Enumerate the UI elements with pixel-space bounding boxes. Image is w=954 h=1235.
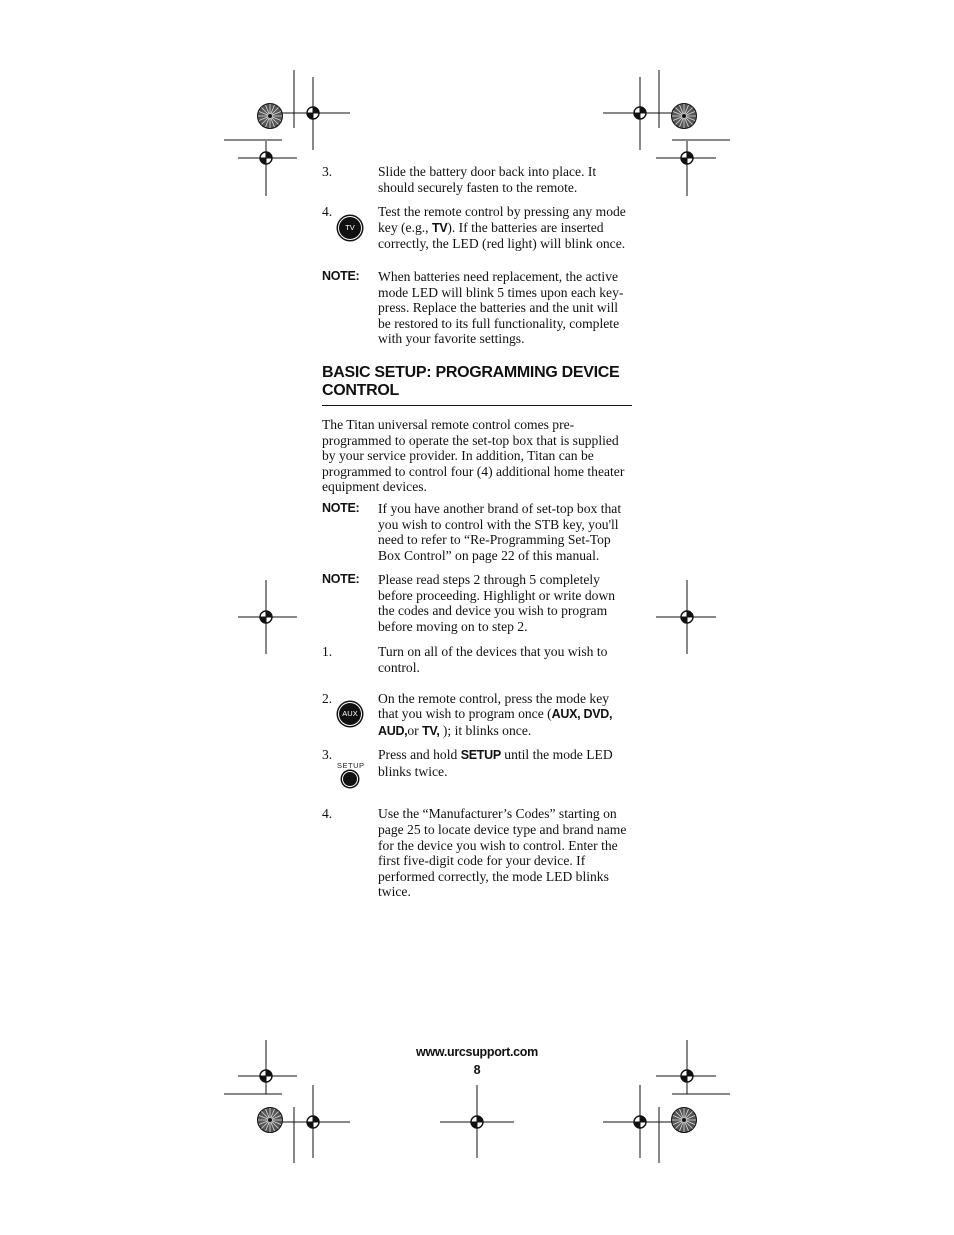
step-text	[378, 691, 632, 740]
tv-key-icon: TV	[338, 216, 362, 240]
step-number	[322, 747, 378, 794]
setup-step-2	[322, 691, 632, 740]
step-number: 1.	[322, 643, 333, 659]
step-number	[322, 204, 378, 252]
step-text	[378, 747, 632, 794]
setup-key-name: SETUP	[460, 748, 501, 763]
step-text-mid: or	[407, 722, 423, 738]
setup-step-1	[322, 644, 632, 677]
note-label: NOTE:	[322, 500, 360, 515]
setup-step-4	[322, 806, 632, 900]
step-text-pre: Test the remote control by pressing any mode key (e.g.,	[378, 204, 626, 235]
note-label: NOTE:	[322, 268, 360, 283]
support-url: www.urcsupport.com	[416, 1045, 538, 1059]
mode-keys-list: AUX, DVD, AUD,	[378, 707, 613, 738]
step-text-post: until the mode LED blinks twice.	[378, 747, 613, 780]
step-text-post: ). If the batteries are inserted correctly, the LED (red light) will blink once.	[378, 219, 626, 252]
note-label: NOTE:	[322, 572, 360, 587]
intro-paragraph: The Titan universal remote control comes pre-programmed to operate the set-top box that is supplied by your service provider. In addition, Titan can be programmed to control four (4) additional home theater equipment devices.	[322, 416, 625, 495]
step-4-test-remote	[322, 204, 632, 252]
note-read-steps	[322, 572, 632, 634]
step-number: 3.	[322, 164, 333, 179]
setup-key-label: SETUP	[337, 761, 365, 771]
step-text: Turn on all of the devices that you wish to control.	[378, 643, 608, 676]
step-text: Use the “Manufacturer’s Codes” starting on page 25 to locate device type and brand name for the device you wish to control. Enter the first five-digit code for your device. If performed correctly, the mode LED blinks twice.	[378, 806, 627, 900]
step-number	[322, 691, 378, 740]
note-text: If you have another brand of set-top box that you wish to control with the STB key, you'll need to refer to “Re-Programming Set-Top Box Control” on page 22 of this manual.	[378, 500, 622, 563]
step-text-pre: On the remote control, press the mode key that you wish to program once (	[378, 690, 610, 722]
page-content	[322, 164, 632, 909]
step-text	[378, 204, 632, 252]
tv-key-name: TV	[431, 220, 448, 235]
note-text: Please read steps 2 through 5 completely before proceeding. Highlight or write down the codes and device you wish to program before moving on to step 2.	[378, 572, 616, 635]
step-3-battery-door	[322, 164, 632, 195]
page-footer	[322, 1043, 632, 1079]
note-text: When batteries need replacement, the active mode LED will blink 5 times upon each key-press. Replace the batteries and the unit will be restored to its full functionality, complete with your favorite settings.	[378, 268, 624, 347]
step-number-label: 4.	[322, 204, 333, 220]
setup-step-3	[322, 747, 632, 794]
step-text: Slide the battery door back into place. It should securely fasten to the remote.	[378, 164, 597, 195]
step-text-post: ); it blinks once.	[439, 722, 532, 738]
tv-key-name: TV,	[422, 723, 440, 738]
section-heading: BASIC SETUP: PROGRAMMING DEVICE CONTROL	[322, 364, 632, 406]
step-number: 4.	[322, 806, 333, 822]
note-battery	[322, 269, 632, 347]
step-number-label: 2.	[322, 690, 333, 706]
note-stb-brand	[322, 501, 632, 563]
aux-key-icon: AUX	[338, 702, 362, 726]
page-number: 8	[473, 1063, 481, 1077]
step-text-pre: Press and hold	[378, 747, 461, 763]
step-number-label: 3.	[322, 747, 333, 763]
setup-key-icon	[342, 771, 358, 787]
